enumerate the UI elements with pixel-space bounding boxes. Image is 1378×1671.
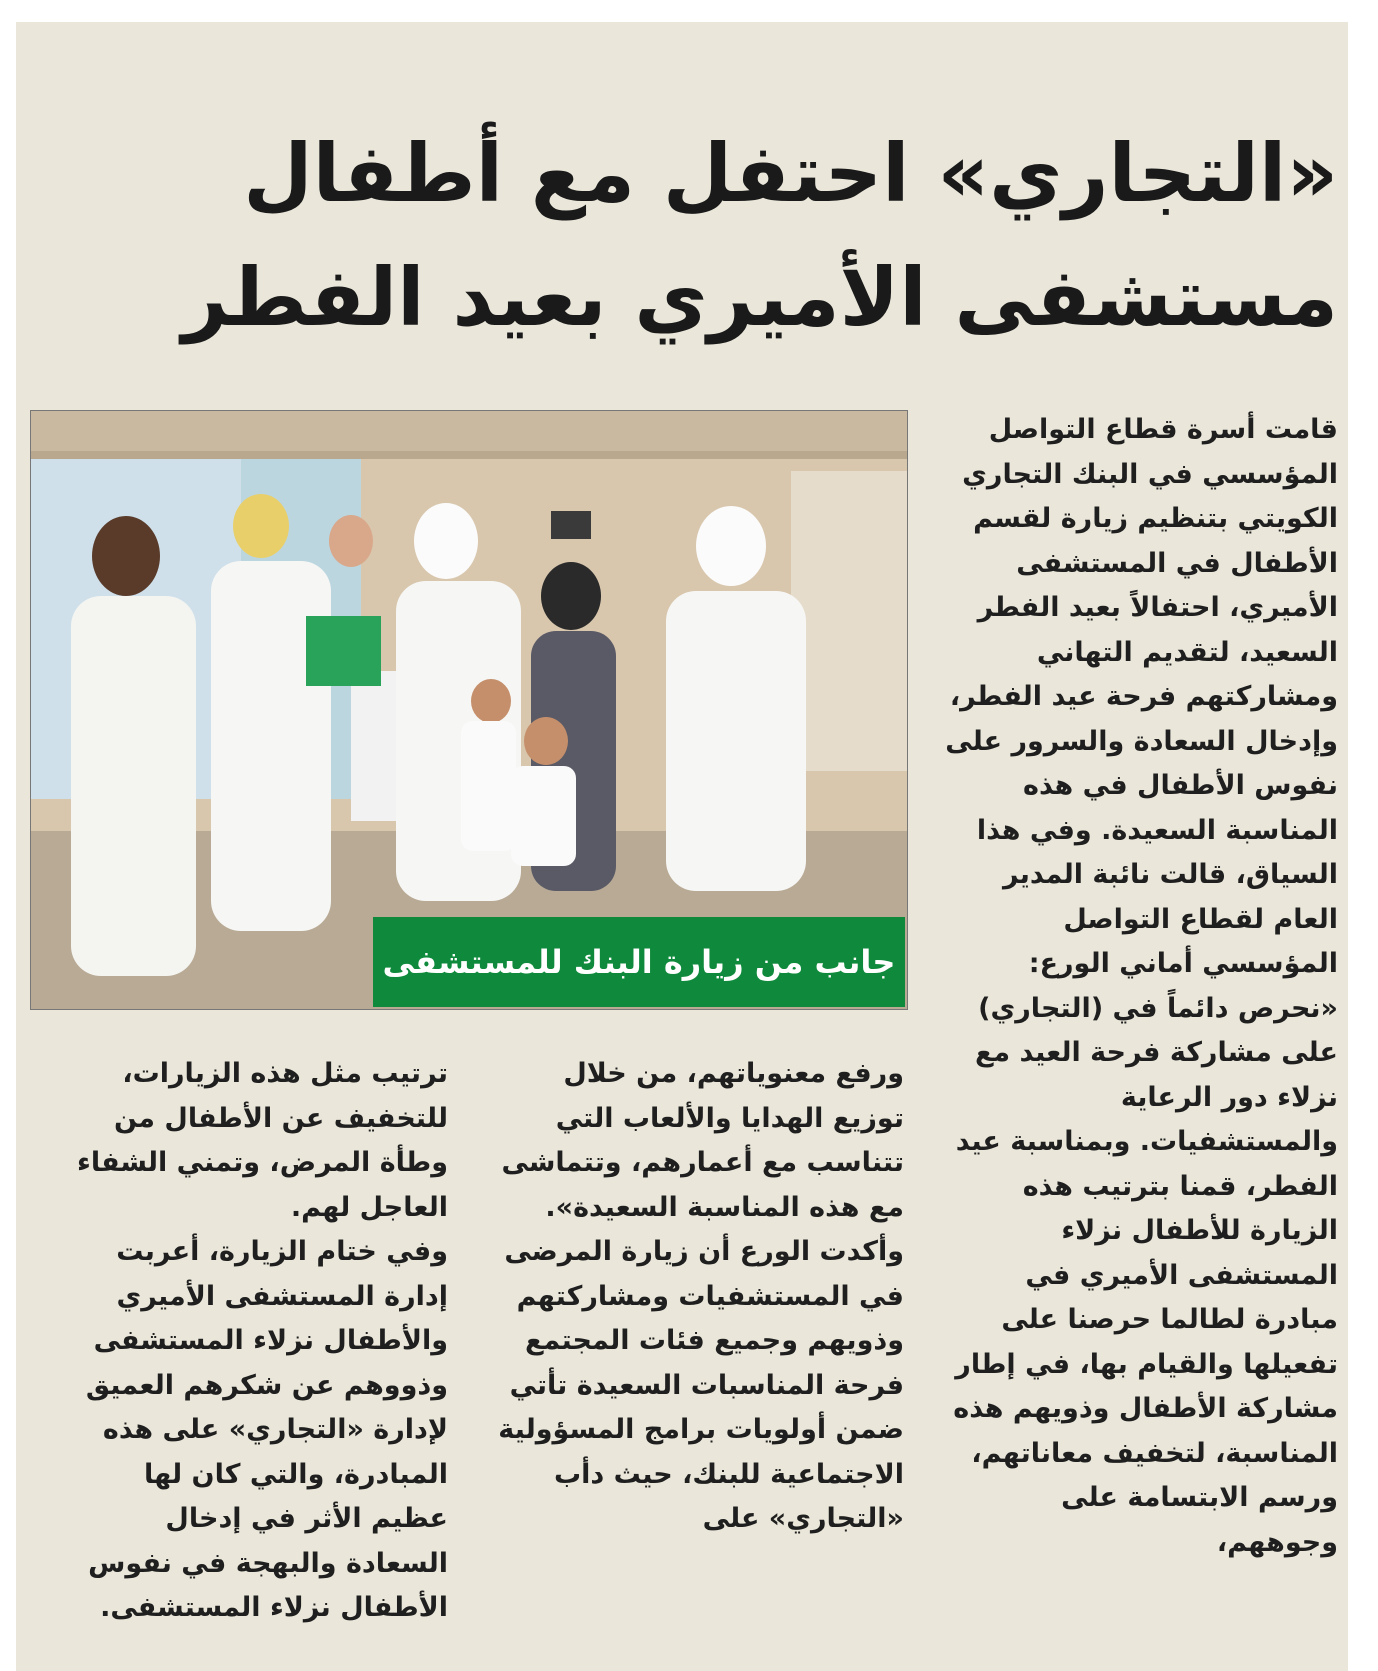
headline-line-2: مستشفى الأميري بعيد الفطر	[181, 251, 1338, 344]
article-column-1	[944, 408, 1338, 1565]
headline-line-1: «التجاري» احتفل مع أطفال	[243, 127, 1338, 220]
photo-caption: جانب من زيارة البنك للمستشفى	[373, 917, 905, 1007]
paragraph: وأكدت الورع أن زيارة المرضى في المستشفيات ومشاركتهم وذويهم وجميع فئات المجتمع فرحة المناسبات السعيدة تأتي ضمن أولويات برامج المسؤولية الاجتماعية للبنك، حيث دأب «التجاري» على	[498, 1236, 904, 1534]
paragraph: ترتيب مثل هذه الزيارات، للتخفيف عن الأطفال من وطأة المرض، وتمني الشفاء العاجل لهم.	[77, 1058, 448, 1223]
paragraph: ورفع معنوياتهم، من خلال توزيع الهدايا والألعاب التي تتناسب مع أعمارهم، وتتماشى مع هذه المناسبة السعيدة».	[501, 1058, 904, 1223]
paragraph: قامت أسرة قطاع التواصل المؤسسي في البنك التجاري الكويتي بتنظيم زيارة لقسم الأطفال في المستشفى الأميري، احتفالاً بعيد الفطر السعيد، لتقديم التهاني ومشاركتهم فرحة عيد الفطر، وإدخال السعادة والسرور على نفوس الأطفال في هذه المناسبة السعيدة. وفي هذا السياق، قالت نائبة المدير العام لقطاع التواصل المؤسسي أماني الورع: «نحرص دائماً في (التجاري) على مشاركة فرحة العيد مع نزلاء دور الرعاية والمستشفيات. وبمناسبة عيد الفطر، قمنا بترتيب هذه الزيارة للأطفال نزلاء المستشفى الأميري في مبادرة لطالما حرصنا على تفعيلها والقيام بها، في إطار مشاركة الأطفال وذويهم هذه المناسبة، لتخفيف معاناتهم، ورسم الابتسامة على وجوههم،	[945, 414, 1338, 1558]
newspaper-page	[16, 22, 1348, 1671]
article-column-3	[62, 1052, 448, 1631]
article-column-2	[488, 1052, 904, 1542]
paragraph: وفي ختام الزيارة، أعربت إدارة المستشفى الأميري والأطفال نزلاء المستشفى وذووهم عن شكرهم العميق لإدارة «التجاري» على هذه المبادرة، والتي كان لها عظيم الأثر في إدخال السعادة والبهجة في نفوس الأطفال نزلاء المستشفى.	[85, 1236, 448, 1623]
headline	[181, 112, 1338, 360]
